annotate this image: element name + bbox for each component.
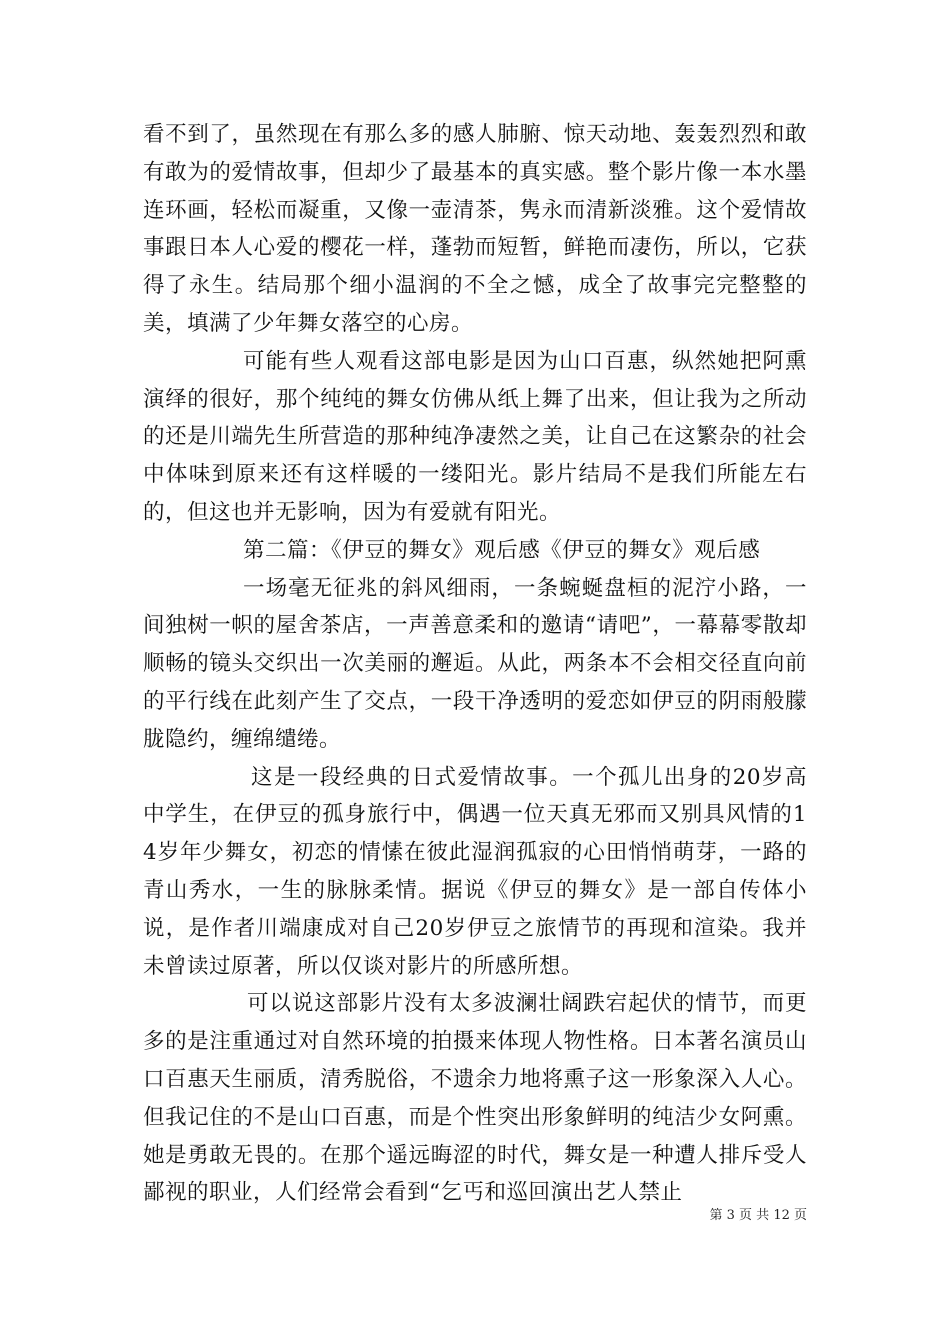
body-text: [143, 116, 807, 1212]
paragraph-encounter: 一场毫无征兆的斜风细雨，一条蜿蜒盘桓的泥泞小路，一间独树一帜的屋舍茶店，一声善意柔和的邀请“请吧”，一幕幕零散却顺畅的镜头交织出一次美丽的邂逅。从此，两条本不会相交径直向前的平行线在此刻产生了交点，一段干净透明的爱恋如伊豆的阴雨般朦胧隐约，缠绵缱绻。: [143, 575, 807, 752]
section-heading: 第二篇：《伊豆的舞女》观后感《伊豆的舞女》观后感: [243, 537, 761, 563]
paragraph-shankou-baihui: 可能有些人观看这部电影是因为山口百惠，纵然她把阿熏演绎的很好，那个纯纯的舞女仿佛从纸上舞了出来，但让我为之所动的还是川端先生所营造的那种纯净凄然之美，让自己在这繁杂的社会中体味到原来还有这样暖的一缕阳光。影片结局不是我们所能左右的，但这也并无影响，因为有爱就有阳光。: [143, 348, 807, 525]
paragraph-continuation: 看不到了，虽然现在有那么多的感人肺腑、惊天动地、轰轰烈烈和敢有敢为的爱情故事，但却少了最基本的真实感。整个影片像一本水墨连环画，轻松而凝重，又像一壶清茶，隽永而清新淡雅。这个爱情故事跟日本人心爱的樱花一样，蓬勃而短暂，鲜艳而凄伤，所以，它获得了永生。结局那个细小温润的不全之憾，成全了故事完完整整的美，填满了少年舞女落空的心房。: [143, 122, 807, 336]
paragraph-love-story: 这是一段经典的日式爱情故事。一个孤儿出身的20岁高中学生，在伊豆的孤身旅行中，偶遇一位天真无邪而又别具风情的14岁年少舞女，初恋的情愫在彼此湿润孤寂的心田悄悄萌芽，一路的青山秀水，一生的脉脉柔情。据说《伊豆的舞女》是一部自传体小说，是作者川端康成对自己20岁伊豆之旅情节的再现和渲染。我并未曾读过原著，所以仅谈对影片的所感所想。: [143, 764, 807, 979]
paragraph-film-analysis: 可以说这部影片没有太多波澜壮阔跌宕起伏的情节，而更多的是注重通过对自然环境的拍摄来体现人物性格。日本著名演员山口百惠天生丽质，清秀脱俗，不遗余力地将熏子这一形象深入人心。但我记住的不是山口百惠，而是个性突出形象鲜明的纯洁少女阿熏。她是勇敢无畏的。在那个遥远晦涩的时代，舞女是一种遭人排斥受人鄙视的职业，人们经常会看到“乞丐和巡回演出艺人禁止: [143, 991, 807, 1206]
page-number-footer: 第 3 页 共 12 页: [709, 1208, 807, 1223]
